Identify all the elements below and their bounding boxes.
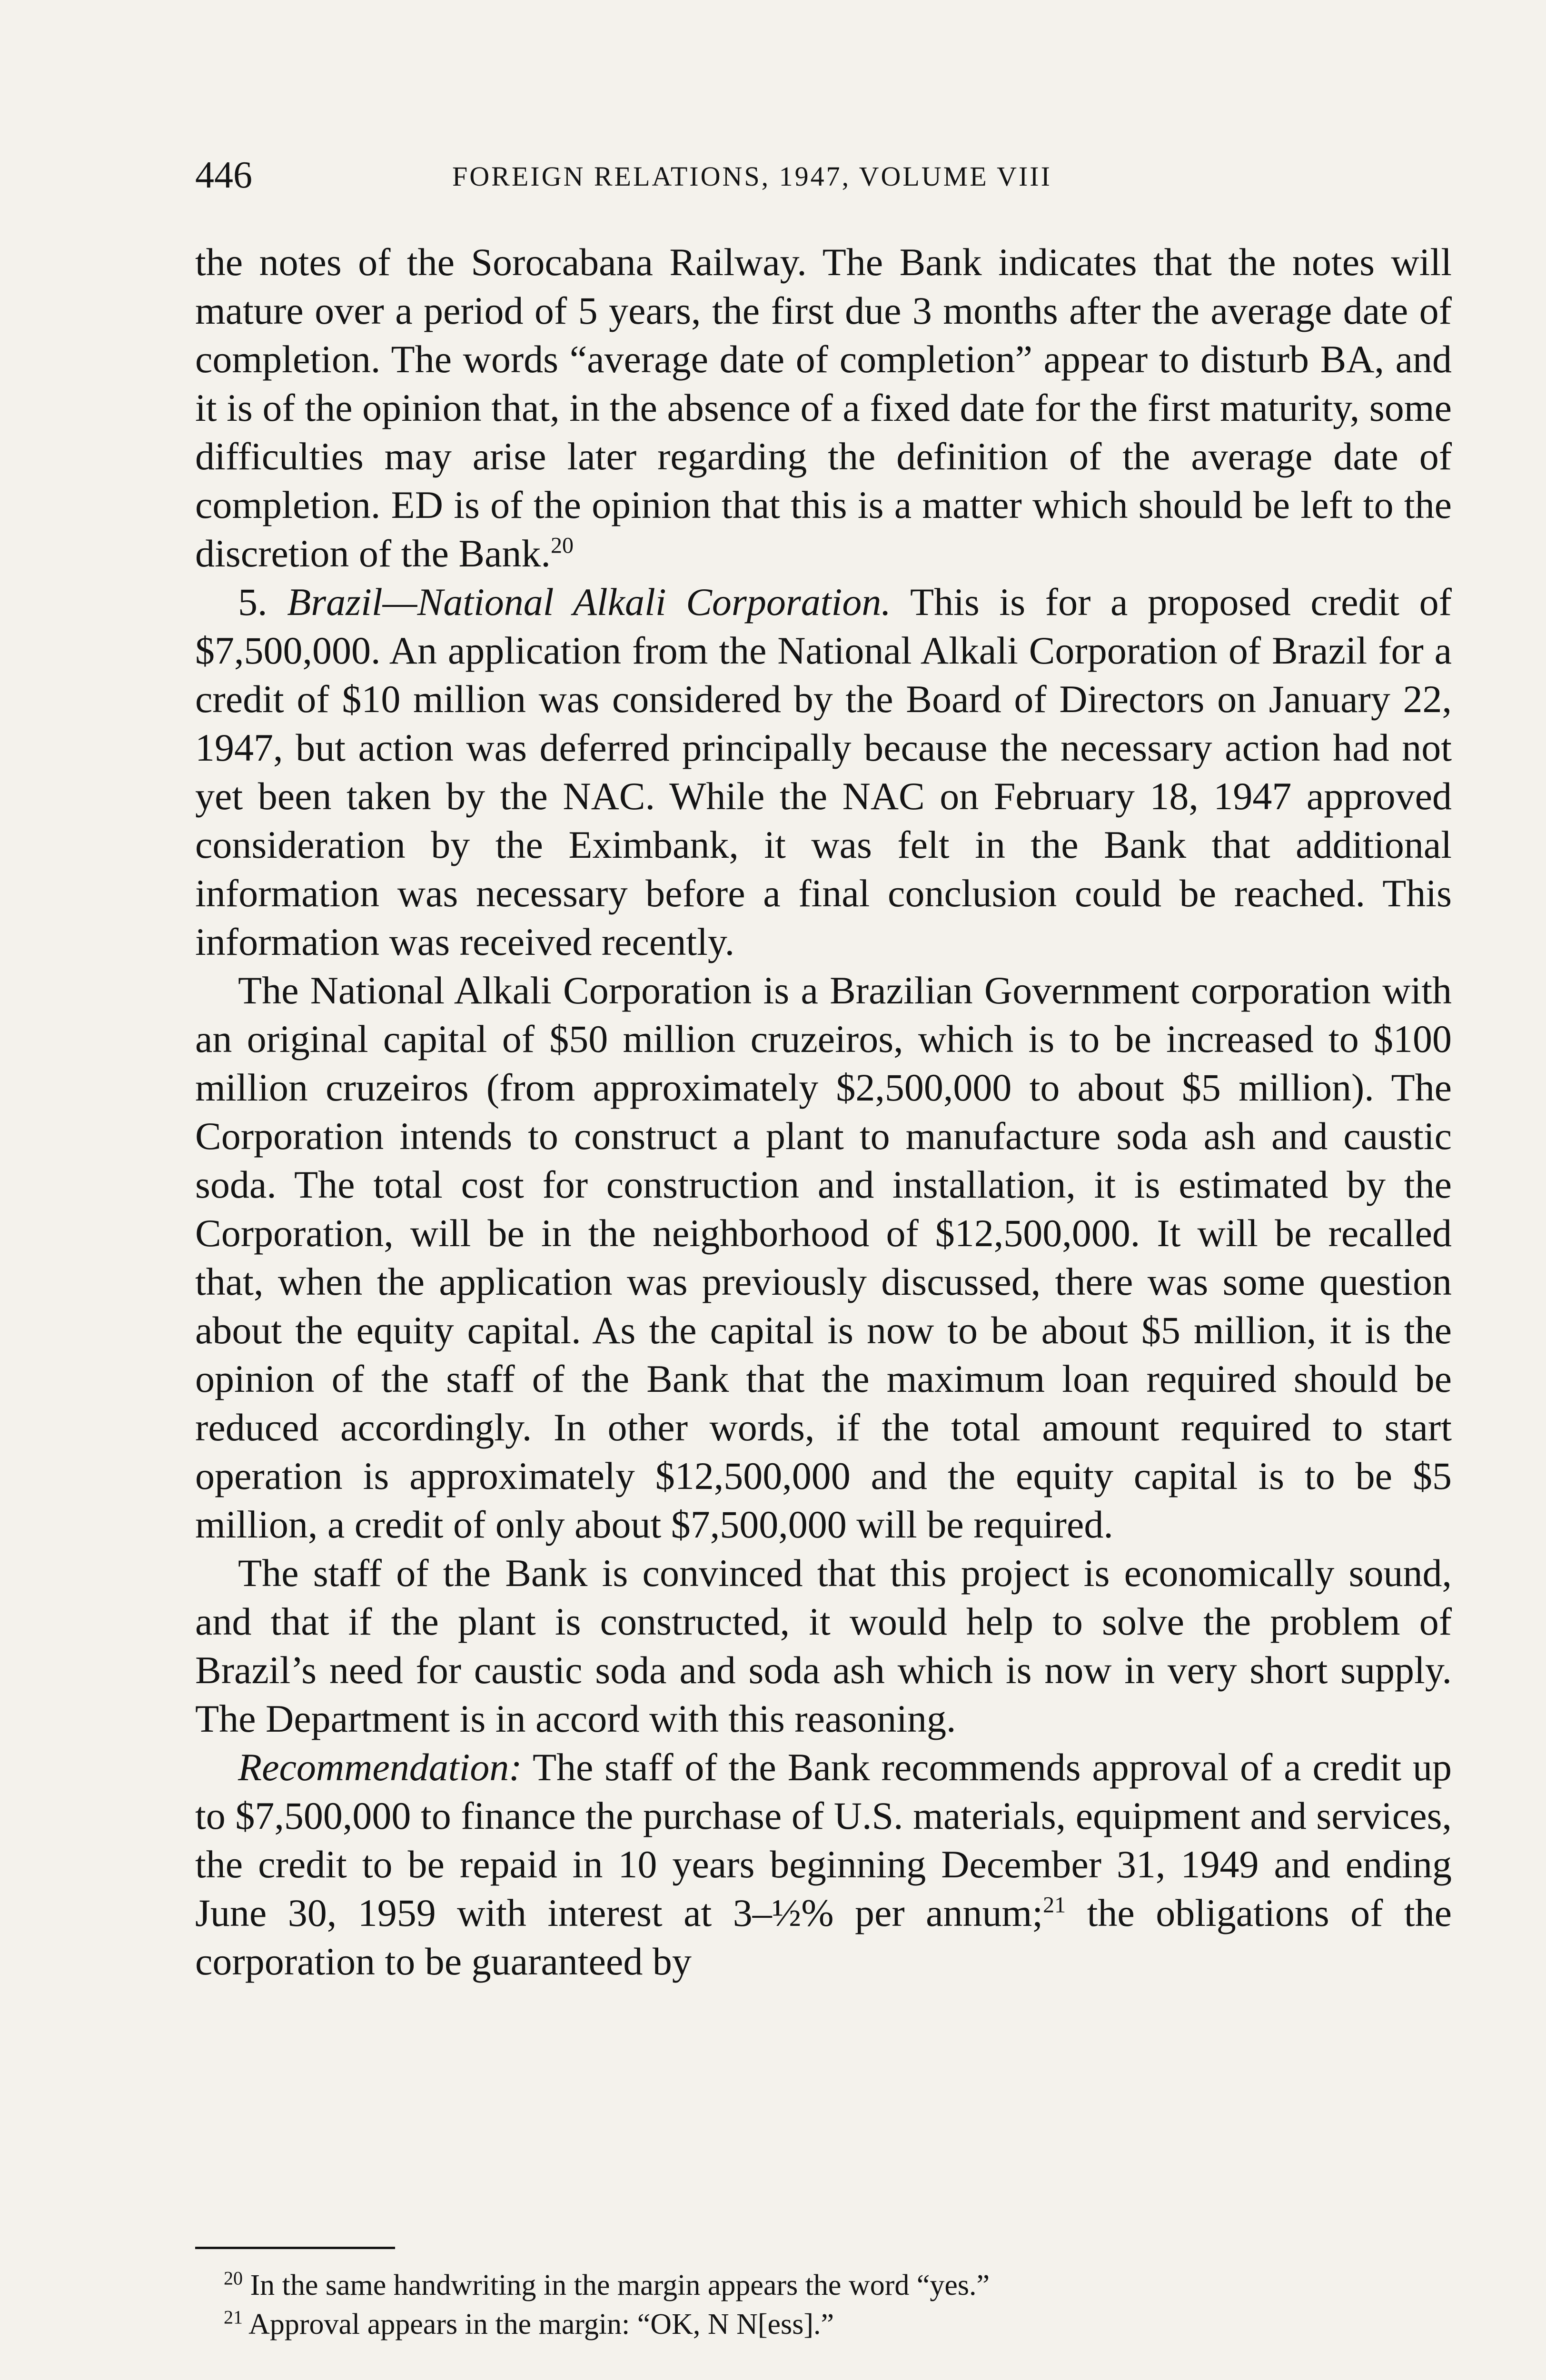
paragraph-national-alkali: [195, 578, 1452, 966]
recommendation-label: Recommendation:: [238, 1745, 522, 1789]
footnote-text: In the same handwriting in the margin appears the word “yes.”: [250, 2269, 990, 2301]
page-number: 446: [195, 154, 252, 196]
paragraph-recommendation: [195, 1743, 1452, 1986]
paragraph-text-continued: the obligations of the corporation to be guaranteed by: [195, 1891, 1452, 1983]
footnotes: [224, 2266, 1452, 2344]
footnote-ref-21: 21: [1043, 1892, 1066, 1918]
paragraph-corporation-capital: [195, 966, 1452, 1549]
footnote-number: 21: [224, 2306, 243, 2328]
paragraph-text: the notes of the Sorocabana Railway. The Bank indicates that the notes will mature over a period of 5 years, the first due 3 months after the average date of completion. The words “average date of completion” appear to disturb BA, and it is of the opinion that, in the absence of a fixed date for the first maturity, some difficulties may arise later regarding the definition of the average date of completion. ED is of the opinion that this is a matter which should be left to the discretion of the Bank.: [195, 240, 1452, 575]
paragraph-text: The staff of the Bank is convinced that this project is economically sound, and that if the plant is constructed, it would help to solve the problem of Brazil’s need for caustic soda and soda ash which is now in very short supply. The Department is in accord with this reasoning.: [195, 1551, 1452, 1740]
item-title: Brazil—National Alkali Corporation.: [287, 580, 891, 624]
footnote-text: Approval appears in the margin: “OK, N N[ess].”: [248, 2308, 834, 2340]
paragraph-text: The National Alkali Corporation is a Brazilian Government corporation with an original capital of $50 million cruzeiros, which is to be increased to $100 million cruzeiros (from approximately $2,500,000 to about $5 million). The Corporation intends to construct a plant to manufacture soda ash and caustic soda. The total cost for construction and installation, it is estimated by the Corporation, will be in the neighborhood of $12,500,000. It will be recalled that, when the application was previously discussed, there was some question about the equity capital. As the capital is now to be about $5 million, it is the opinion of the staff of the Bank that the maximum loan required should be reduced accordingly. In other words, if the total amount required to start operation is approximately $12,500,000 and the equity capital is to be $5 million, a credit of only about $7,500,000 will be required.: [195, 969, 1452, 1546]
footnote-divider: [195, 2247, 395, 2249]
item-number: 5.: [238, 580, 268, 624]
footnote-20: [224, 2266, 1452, 2305]
body-text: [195, 238, 1452, 1986]
paragraph-economic-soundness: [195, 1549, 1452, 1743]
footnote-21: [224, 2305, 1452, 2344]
running-head: FOREIGN RELATIONS, 1947, VOLUME VIII: [452, 161, 1052, 192]
paragraph-sorocabana: [195, 238, 1452, 578]
footnote-ref-20: 20: [550, 533, 574, 558]
paragraph-text: The staff of the Bank recommends approval of a credit up to $7,500,000 to finance the purchase of U.S. materials, equipment and services, the credit to be repaid in 10 years beginning December 31, 1949 and ending June 30, 1959 with interest at 3–½% per annum;: [195, 1745, 1452, 1934]
page-header: [195, 151, 1452, 199]
paragraph-text: This is for a proposed credit of $7,500,000. An application from the National Alkali Corporation of Brazil for a credit of $10 million was considered by the Board of Directors on January 22, 1947, but action was deferred principally because the necessary action had not yet been taken by the NAC. While the NAC on February 18, 1947 approved consideration by the Eximbank, it was felt in the Bank that additional information was necessary before a final conclusion could be reached. This information was received recently.: [195, 580, 1452, 963]
footnote-number: 20: [224, 2267, 243, 2289]
